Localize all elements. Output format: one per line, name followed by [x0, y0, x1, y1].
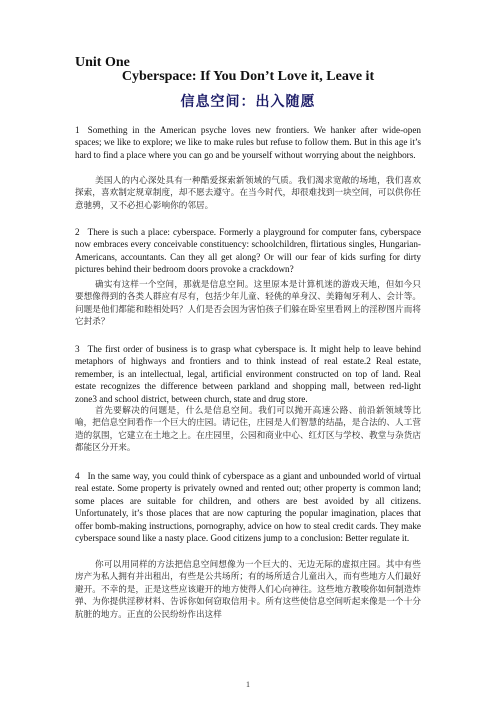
- paragraph-3-english: [75, 343, 421, 405]
- paragraph-text: There is such a place: cyberspace. Formerly a playground for computer fans, cyberspace now embraces every conceivable constituency: schoolchildren, flirtatious singles, Hungarian-Americans, accountants. Can they all get along? Or will our fear of kids surfing for dirty pictures behind their bedroom doors provoke a crackdown?: [75, 227, 421, 275]
- paragraph-number: 2: [75, 227, 80, 237]
- article-title-chinese: 信息空间：出入随愿: [180, 94, 316, 110]
- paragraph-number: 4: [75, 471, 80, 481]
- paragraph-text: Something in the American psyche loves new frontiers. We hanker after wide-open spaces; we like to explore; we like to make rules but refuse to follow them. But in this age it’s hard to find a place where you can go and be yourself without worrying about the neighbors.: [75, 125, 421, 160]
- paragraph-4-english: [75, 470, 421, 544]
- paragraph-3-chinese: 首先要解决的问题是，什么是信息空间。我们可以抛开高速公路、前沿新领域等比喻，把信息空间看作一个巨大的庄园。请记住，庄园是人们智慧的结晶，是合法的、人工营造的氛围，它建立在土地之上。在庄园里，公园和商业中心、红灯区与学校、教堂与杂货店都能区分开来。: [75, 406, 421, 454]
- paragraph-2-chinese: 确实有这样一个空间，那就是信息空间。这里原本是计算机迷的游戏天地，但如今只要想像得到的各类人群应有尽有，包括少年儿童、轻佻的单身汉、美籍匈牙利人、会计等。问题是他们都能和睦相处吗？人们是否会因为害怕孩子们躲在卧室里看网上的淫秽图片而将它封杀？: [75, 280, 421, 328]
- paragraph-1-chinese: 美国人的内心深处具有一种酷爱探索新领域的气质。我们渴求宽敞的场地，我们喜欢探索，喜欢制定规章制度，却不愿去遵守。在当今时代，却很难找到一块空间，可以供你任意驰骋，又不必担心影响你的邻居。: [75, 176, 421, 211]
- paragraph-text: In the same way, you could think of cyberspace as a giant and unbounded world of virtual real estate. Some property is privately owned and rented out; other property is common land; some places are suitable for children, and others are best avoided by all citizens. Unfortunately, it’s those places that are now capturing the popular imagination, places that offer bomb-making instructions, pornography, advice on how to steal credit cards. They make cyberspace sound like a nasty place. Good citizens jump to a conclusion: Better regulate it.: [75, 471, 421, 544]
- paragraph-text: The first order of business is to grasp what cyberspace is. It might help to leave behind metaphors of highways and frontiers and to think instead of real estate.2 Real estate, remember, is an intellectual, legal, artificial environment constructed on top of land. Real estate recognizes the difference between parkland and shopping mall, between red-light zone3 and school district, between church, state and drug store.: [75, 344, 421, 404]
- paragraph-4-chinese: 你可以用同样的方法把信息空间想像为一个巨大的、无边无际的虚拟庄园。其中有些房产为私人拥有并出租出，有些是公共场所；有的场所适合儿童出入，而有些地方人们最好避开。不幸的是，正是这些应该避开的地方使得人们心向神往。这些地方教唆你如何制造炸弹、为你提供淫秽材料、告诉你如何窃取信用卡。所有这些使信息空间听起来像是一个十分肮脏的地方。正直的公民纷纷作出这样: [75, 560, 421, 620]
- paragraph-number: 1: [75, 125, 80, 135]
- page-number: 1: [246, 680, 250, 689]
- paragraph-2-english: [75, 226, 421, 276]
- paragraph-number: 3: [75, 344, 80, 354]
- unit-label: Unit One: [75, 55, 130, 70]
- article-title-english: Cyberspace: If You Don’t Love it, Leave it: [121, 69, 375, 84]
- paragraph-1-english: [75, 124, 421, 161]
